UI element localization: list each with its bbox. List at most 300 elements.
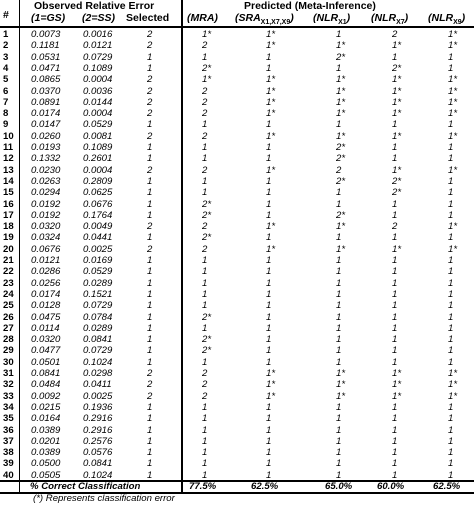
sra-prediction-cell: 1 (266, 288, 272, 300)
nlr-x1-prediction-cell: 2* (336, 153, 346, 165)
selected-cell: 2 (147, 29, 153, 40)
nlr-x9-prediction-cell: 1 (448, 187, 454, 199)
sra-prediction-cell: 1* (266, 130, 276, 142)
nlr-x7-prediction-cell: 1 (392, 311, 398, 323)
nlr-x1-prediction-cell: 1 (336, 469, 342, 481)
nlr-x1-prediction-cell: 1* (336, 40, 346, 52)
mra-prediction-cell: 2 (202, 130, 208, 142)
sra-prediction-cell: 1 (266, 175, 272, 187)
row-number-cell: 8 (3, 108, 9, 120)
sra-prediction-cell: 1 (266, 255, 272, 266)
mra-prediction-cell: 2 (202, 85, 208, 97)
row-number-cell: 7 (3, 96, 9, 108)
ss-error-cell: 0.0121 (83, 40, 113, 52)
row-number-cell: 21 (3, 255, 14, 266)
nlr-x7-prediction-cell: 1* (392, 164, 402, 176)
selected-cell: 1 (147, 51, 153, 63)
nlr-x9-prediction-cell: 1* (448, 368, 458, 379)
nlr-x1-prediction-cell: 1* (336, 368, 346, 379)
nlr-x7-prediction-cell: 1* (392, 108, 402, 120)
ss-error-cell: 0.0676 (83, 198, 113, 210)
selected-cell: 2 (147, 221, 153, 233)
classification-error-note: (*) Represents classification error (33, 493, 175, 504)
nlr-x7-prediction-cell: 1 (392, 277, 398, 289)
ss-error-cell: 0.1024 (83, 469, 113, 481)
nlr-x7-prediction-cell: 2* (392, 175, 402, 187)
nlr-x1-prediction-cell: 1 (336, 29, 342, 40)
gs-error-cell: 0.0891 (31, 96, 61, 108)
selected-cell: 1 (147, 153, 153, 165)
mra-prediction-cell: 1 (202, 288, 208, 300)
row-number-cell: 38 (3, 447, 14, 459)
gs-error-cell: 0.0505 (31, 469, 61, 481)
ss-error-cell: 0.1089 (83, 142, 113, 153)
ss-error-cell: 0.0529 (83, 119, 113, 131)
row-number-cell: 20 (3, 243, 14, 255)
nlr-x7-prediction-cell: 1 (392, 198, 398, 210)
mra-prediction-cell: 1 (202, 255, 208, 266)
gs-error-cell: 0.0865 (31, 74, 61, 86)
group-divider (181, 0, 183, 493)
gs-error-cell: 0.0092 (31, 390, 61, 402)
row-number-cell: 2 (3, 40, 9, 52)
nlr-x9-prediction-cell: 1 (448, 413, 454, 425)
sra-prediction-cell: 1 (266, 401, 272, 413)
sra-prediction-cell: 1 (266, 322, 272, 334)
nlr-x1-prediction-cell: 1 (336, 311, 342, 323)
nlr-x9-prediction-cell: 1 (448, 232, 454, 244)
nlr-x7-prediction-cell: 1 (392, 435, 398, 447)
gs-error-cell: 0.0121 (31, 255, 61, 266)
mra-prediction-cell: 1 (202, 413, 208, 425)
selected-cell: 2 (147, 130, 153, 142)
gs-error-cell: 0.0841 (31, 368, 61, 379)
mra-prediction-cell: 2* (202, 334, 212, 346)
row-number-cell: 10 (3, 130, 14, 142)
sra-prediction-cell: 1 (266, 232, 272, 244)
nlr-x1-prediction-cell: 1* (336, 243, 346, 255)
selected-cell: 1 (147, 424, 153, 436)
mra-prediction-cell: 2 (202, 243, 208, 255)
correct-classification-label: % Correct Classification (30, 481, 141, 492)
sra-prediction-cell: 1 (266, 187, 272, 199)
mra-prediction-cell: 1 (202, 51, 208, 63)
row-number-cell: 6 (3, 85, 9, 97)
nlr-x9-prediction-cell: 1 (448, 311, 454, 323)
selected-cell: 1 (147, 413, 153, 425)
nlr-x1-prediction-cell: 1 (336, 255, 342, 266)
gs-error-cell: 0.0147 (31, 119, 61, 131)
row-number-cell: 14 (3, 175, 14, 187)
nlr-x1-prediction-cell: 1 (336, 413, 342, 425)
nlr-x7-prediction-cell: 1* (392, 368, 402, 379)
mra-prediction-cell: 2 (202, 40, 208, 52)
ss-error-cell: 0.0289 (83, 322, 113, 334)
nlr-x1-prediction-cell: 1 (336, 288, 342, 300)
mra-prediction-cell: 2 (202, 164, 208, 176)
sra-prediction-cell: 1 (266, 311, 272, 323)
nlr-x9-prediction-cell: 1 (448, 255, 454, 266)
ss-error-cell: 0.2601 (83, 153, 113, 165)
row-number-cell: 36 (3, 424, 14, 436)
nlr-x9-prediction-cell: 1 (448, 266, 454, 278)
nlr-x7-prediction-cell: 1* (392, 85, 402, 97)
nlr-x1-prediction-cell: 1 (336, 334, 342, 346)
nlr-x1-prediction-cell: 2* (336, 51, 346, 63)
nlr-x1-prediction-cell: 1 (336, 345, 342, 357)
nlr-x1-prediction-cell: 1* (336, 85, 346, 97)
nlr-x9-prediction-cell: 1 (448, 435, 454, 447)
gs-column-header: (1=GS) (31, 12, 66, 24)
mra-prediction-cell: 2 (202, 368, 208, 379)
mra-prediction-cell: 1 (202, 424, 208, 436)
gs-error-cell: 0.0174 (31, 108, 61, 120)
nlr-x9-prediction-cell: 1 (448, 119, 454, 131)
row-number-cell: 3 (3, 51, 9, 63)
nlr-x7-prediction-cell: 1 (392, 51, 398, 63)
ss-error-cell: 0.0169 (83, 255, 113, 266)
nlr-x9-prediction-cell: 1 (448, 277, 454, 289)
nlr-x7-prediction-cell: 1* (392, 390, 402, 402)
nlr-x1-accuracy: 65.0% (325, 481, 353, 492)
gs-error-cell: 0.0389 (31, 424, 61, 436)
gs-error-cell: 0.0320 (31, 221, 61, 233)
nlr-x7-prediction-cell: 2* (392, 62, 402, 74)
nlr-x7-prediction-cell: 1 (392, 142, 398, 153)
mra-prediction-cell: 1 (202, 266, 208, 278)
row-number-cell: 16 (3, 198, 14, 210)
ss-error-cell: 0.1089 (83, 62, 113, 74)
nlr-x1-prediction-cell: 1 (336, 356, 342, 368)
selected-cell: 1 (147, 345, 153, 357)
gs-error-cell: 0.0114 (31, 322, 60, 334)
ss-error-cell: 0.0841 (83, 458, 113, 470)
nlr-x7-prediction-cell: 1 (392, 413, 398, 425)
nlr-x1-prediction-cell: 1 (336, 447, 342, 459)
sra-prediction-cell: 1 (266, 119, 272, 131)
gs-error-cell: 0.0193 (31, 142, 61, 153)
row-number-cell: 27 (3, 322, 14, 334)
ss-error-cell: 0.0576 (83, 447, 113, 459)
ss-error-cell: 0.0289 (83, 277, 113, 289)
ss-error-cell: 0.0441 (83, 232, 113, 244)
selected-cell: 1 (147, 356, 153, 368)
sra-prediction-cell: 1 (266, 413, 272, 425)
nlr-x7-prediction-cell: 1 (392, 209, 398, 221)
nlr-x1-prediction-cell: 1 (336, 266, 342, 278)
nlr-x1-prediction-cell: 1* (336, 390, 346, 402)
row-number-cell: 22 (3, 266, 14, 278)
ss-error-cell: 0.0016 (83, 29, 113, 40)
nlr-x1-prediction-cell: 2 (336, 164, 342, 176)
selected-cell: 1 (147, 447, 153, 459)
mra-prediction-cell: 2 (202, 221, 208, 233)
nlr-x9-prediction-cell: 1* (448, 390, 458, 402)
row-number-cell: 28 (3, 334, 14, 346)
nlr-x7-prediction-cell: 1* (392, 130, 402, 142)
nlr-x9-prediction-cell: 1 (448, 469, 454, 481)
selected-cell: 1 (147, 334, 153, 346)
nlr-x9-prediction-cell: 1* (448, 243, 458, 255)
row-number-cell: 35 (3, 413, 14, 425)
sra-prediction-cell: 1* (266, 221, 276, 233)
nlr-x1-prediction-cell: 1 (336, 458, 342, 470)
nlr-x1-prediction-cell: 1 (336, 119, 342, 131)
gs-error-cell: 0.0256 (31, 277, 61, 289)
selected-cell: 2 (147, 243, 153, 255)
nlr-x7-prediction-cell: 1 (392, 447, 398, 459)
ss-error-cell: 0.0144 (83, 96, 113, 108)
ss-error-cell: 0.0025 (83, 243, 113, 255)
mra-prediction-cell: 2* (202, 198, 212, 210)
selected-cell: 1 (147, 119, 153, 131)
mra-prediction-cell: 2 (202, 390, 208, 402)
row-number-cell: 34 (3, 401, 14, 413)
nlr-x9-prediction-cell: 1 (448, 300, 454, 312)
row-number-cell: 33 (3, 390, 14, 402)
mra-prediction-cell: 2* (202, 209, 212, 221)
observed-group-header: Observed Relative Error (34, 0, 155, 12)
selected-cell: 1 (147, 62, 153, 74)
sra-prediction-cell: 1* (266, 390, 276, 402)
nlr-x7-prediction-cell: 1 (392, 322, 398, 334)
sra-column-header: $(SRA_{X1,X7,X9})$ (235, 12, 294, 27)
nlr-x9-prediction-cell: 1 (448, 288, 454, 300)
mra-prediction-cell: 2* (202, 232, 212, 244)
nlr-x7-column-header: $(NLR_{X7})$ (371, 12, 409, 27)
selected-cell: 1 (147, 255, 153, 266)
nlr-x7-prediction-cell: 1 (392, 334, 398, 346)
sra-prediction-cell: 1 (266, 277, 272, 289)
selected-cell: 2 (147, 368, 153, 379)
ss-error-cell: 0.0529 (83, 266, 113, 278)
selected-cell: 2 (147, 40, 153, 52)
nlr-x1-prediction-cell: 1* (336, 108, 346, 120)
sra-prediction-cell: 1 (266, 356, 272, 368)
mra-prediction-cell: 2 (202, 108, 208, 120)
nlr-x9-prediction-cell: 1 (448, 401, 454, 413)
sra-prediction-cell: 1* (266, 85, 276, 97)
row-number-cell: 5 (3, 74, 9, 86)
mra-prediction-cell: 1 (202, 153, 208, 165)
mra-prediction-cell: 1 (202, 447, 208, 459)
sra-prediction-cell: 1 (266, 334, 272, 346)
mra-prediction-cell: 1* (202, 29, 212, 40)
sra-prediction-cell: 1* (266, 368, 276, 379)
selected-cell: 1 (147, 458, 153, 470)
mra-prediction-cell: 1 (202, 175, 208, 187)
row-number-cell: 40 (3, 469, 14, 481)
selected-cell: 2 (147, 379, 153, 391)
nlr-x9-prediction-cell: 1* (448, 96, 458, 108)
mra-prediction-cell: 2* (202, 345, 212, 357)
gs-error-cell: 0.0073 (31, 29, 61, 40)
sra-prediction-cell: 1 (266, 51, 272, 63)
sra-prediction-cell: 1* (266, 74, 276, 86)
nlr-x1-prediction-cell: 1 (336, 232, 342, 244)
mra-prediction-cell: 1 (202, 322, 208, 334)
gs-error-cell: 0.0260 (31, 130, 61, 142)
gs-error-cell: 0.0263 (31, 175, 61, 187)
nlr-x9-prediction-cell: 1 (448, 51, 454, 63)
gs-error-cell: 0.0201 (31, 435, 61, 447)
nlr-x1-prediction-cell: 1* (336, 379, 346, 391)
ss-error-cell: 0.0729 (83, 345, 113, 357)
gs-error-cell: 0.1181 (31, 40, 60, 52)
ss-error-cell: 0.0729 (83, 300, 113, 312)
nlr-x7-prediction-cell: 1* (392, 243, 402, 255)
gs-error-cell: 0.0484 (31, 379, 61, 391)
row-number-cell: 31 (3, 368, 14, 379)
ss-error-cell: 0.0004 (83, 108, 113, 120)
row-number-cell: 15 (3, 187, 14, 199)
gs-error-cell: 0.0477 (31, 345, 61, 357)
sra-prediction-cell: 1* (266, 379, 276, 391)
row-number-cell: 12 (3, 153, 14, 165)
mra-prediction-cell: 2* (202, 311, 212, 323)
sra-prediction-cell: 1 (266, 424, 272, 436)
sra-prediction-cell: 1 (266, 345, 272, 357)
gs-error-cell: 0.0501 (31, 356, 61, 368)
mra-prediction-cell: 1 (202, 142, 208, 153)
sra-prediction-cell: 1 (266, 209, 272, 221)
gs-error-cell: 0.0164 (31, 413, 61, 425)
nlr-x9-prediction-cell: 1 (448, 153, 454, 165)
nlr-x1-prediction-cell: 1* (336, 221, 346, 233)
nlr-x1-prediction-cell: 1* (336, 96, 346, 108)
nlr-x9-prediction-cell: 1* (448, 74, 458, 86)
sra-prediction-cell: 1 (266, 435, 272, 447)
ss-error-cell: 0.1764 (83, 209, 113, 221)
row-number-cell: 39 (3, 458, 14, 470)
gs-error-cell: 0.0500 (31, 458, 61, 470)
mra-prediction-cell: 1 (202, 356, 208, 368)
nlr-x9-prediction-cell: 1* (448, 379, 458, 391)
selected-cell: 2 (147, 96, 153, 108)
sra-prediction-cell: 1 (266, 458, 272, 470)
ss-error-cell: 0.0004 (83, 164, 113, 176)
nlr-x9-prediction-cell: 1 (448, 334, 454, 346)
mra-prediction-cell: 1 (202, 300, 208, 312)
nlr-x7-prediction-cell: 1 (392, 288, 398, 300)
ss-error-cell: 0.0729 (83, 51, 113, 63)
gs-error-cell: 0.0192 (31, 209, 61, 221)
row-number-cell: 17 (3, 209, 14, 221)
mra-prediction-cell: 1 (202, 435, 208, 447)
row-number-cell: 18 (3, 221, 14, 233)
gs-error-cell: 0.0215 (31, 401, 61, 413)
nlr-x1-prediction-cell: 1* (336, 130, 346, 142)
ss-error-cell: 0.0004 (83, 74, 113, 86)
nlr-x9-prediction-cell: 1 (448, 142, 454, 153)
nlr-x7-accuracy: 60.0% (377, 481, 405, 492)
nlr-x9-prediction-cell: 1 (448, 198, 454, 210)
selected-cell: 1 (147, 277, 153, 289)
mra-prediction-cell: 1 (202, 187, 208, 199)
gs-error-cell: 0.0324 (31, 232, 61, 244)
ss-error-cell: 0.0049 (83, 221, 113, 233)
ss-error-cell: 0.0841 (83, 334, 113, 346)
nlr-x1-prediction-cell: 1 (336, 277, 342, 289)
row-number-cell: 1 (3, 29, 9, 40)
gs-error-cell: 0.0294 (31, 187, 61, 199)
nlr-x7-prediction-cell: 1 (392, 401, 398, 413)
sra-prediction-cell: 1 (266, 62, 272, 74)
nlr-x7-prediction-cell: 1* (392, 96, 402, 108)
nlr-x7-prediction-cell: 1 (392, 469, 398, 481)
row-number-header: # (3, 9, 9, 21)
selected-cell: 1 (147, 187, 153, 199)
nlr-x9-prediction-cell: 1* (448, 85, 458, 97)
row-number-cell: 4 (3, 62, 9, 74)
row-number-cell: 32 (3, 379, 14, 391)
nlr-x7-prediction-cell: 1 (392, 255, 398, 266)
nlr-x7-prediction-cell: 1* (392, 40, 402, 52)
gs-error-cell: 0.0370 (31, 85, 61, 97)
row-number-cell: 30 (3, 356, 14, 368)
mra-prediction-cell: 1 (202, 469, 208, 481)
selected-cell: 1 (147, 232, 153, 244)
ss-error-cell: 0.2809 (83, 175, 113, 187)
nlr-x1-prediction-cell: 1 (336, 435, 342, 447)
gs-error-cell: 0.0192 (31, 198, 61, 210)
sra-prediction-cell: 1* (266, 40, 276, 52)
nlr-x7-prediction-cell: 1 (392, 300, 398, 312)
selected-cell: 1 (147, 311, 153, 323)
mra-prediction-cell: 2 (202, 96, 208, 108)
ss-error-cell: 0.1024 (83, 356, 113, 368)
nlr-x7-prediction-cell: 1* (392, 74, 402, 86)
row-number-cell: 23 (3, 277, 14, 289)
nlr-x1-prediction-cell: 2* (336, 142, 346, 153)
mra-prediction-cell: 1 (202, 119, 208, 131)
row-number-cell: 19 (3, 232, 14, 244)
nlr-x1-prediction-cell: 2* (336, 209, 346, 221)
row-number-cell: 37 (3, 435, 14, 447)
selected-cell: 1 (147, 300, 153, 312)
nlr-x9-prediction-cell: 1 (448, 458, 454, 470)
nlr-x1-prediction-cell: 1 (336, 62, 342, 74)
selected-cell: 2 (147, 85, 153, 97)
nlr-x7-prediction-cell: 1 (392, 458, 398, 470)
nlr-x7-prediction-cell: 1* (392, 379, 402, 391)
nlr-x9-prediction-cell: 1* (448, 164, 458, 176)
mra-prediction-cell: 1* (202, 74, 212, 86)
nlr-x9-prediction-cell: 1* (448, 29, 458, 40)
selected-cell: 1 (147, 401, 153, 413)
ss-error-cell: 0.0036 (83, 85, 113, 97)
nlr-x7-prediction-cell: 1 (392, 356, 398, 368)
nlr-x9-prediction-cell: 1 (448, 322, 454, 334)
selected-cell: 1 (147, 142, 153, 153)
nlr-x9-prediction-cell: 1* (448, 108, 458, 120)
nlr-x9-prediction-cell: 1 (448, 209, 454, 221)
nlr-x1-prediction-cell: 1 (336, 424, 342, 436)
gs-error-cell: 0.0531 (31, 51, 61, 63)
selected-cell: 1 (147, 198, 153, 210)
sra-prediction-cell: 1 (266, 198, 272, 210)
selected-cell: 2 (147, 74, 153, 86)
nlr-x7-prediction-cell: 1 (392, 153, 398, 165)
mra-prediction-cell: 1 (202, 401, 208, 413)
ss-error-cell: 0.0411 (83, 379, 112, 391)
number-column-divider (19, 0, 20, 493)
nlr-x9-accuracy: 62.5% (433, 481, 461, 492)
sra-accuracy: 62.5% (251, 481, 279, 492)
row-number-cell: 13 (3, 164, 14, 176)
nlr-x7-prediction-cell: 1 (392, 345, 398, 357)
selected-cell: 2 (147, 108, 153, 120)
